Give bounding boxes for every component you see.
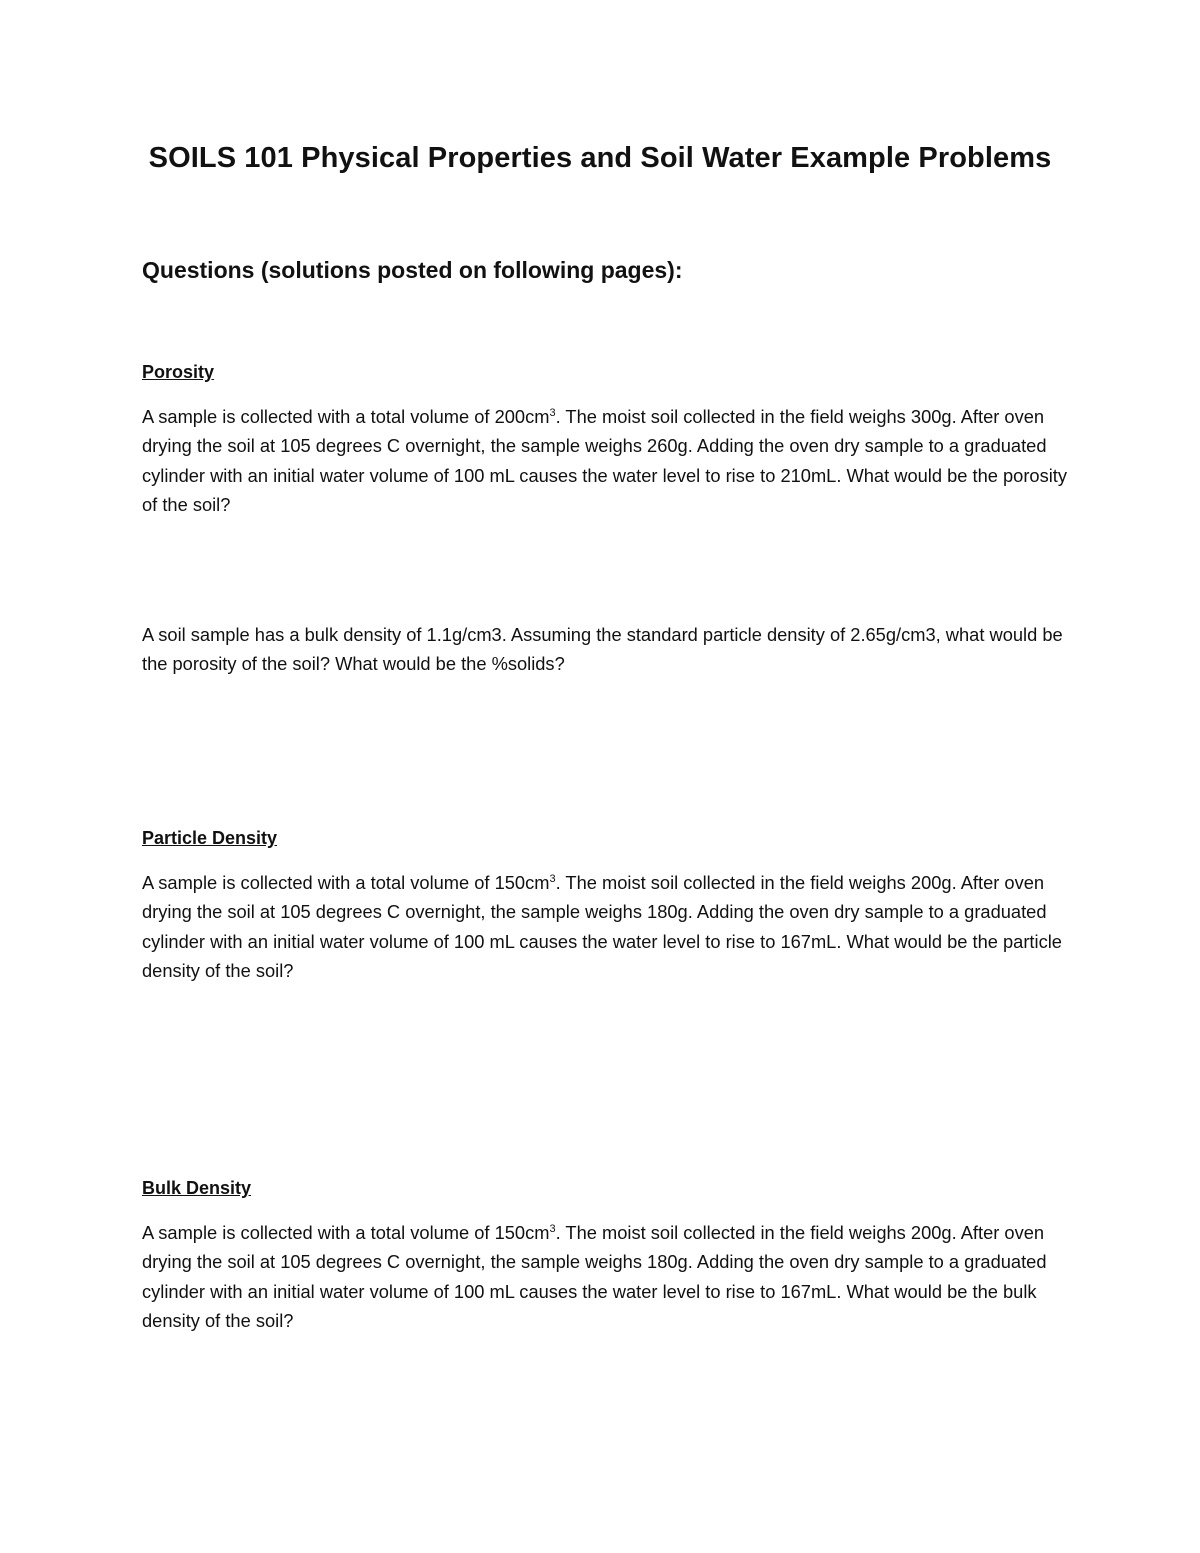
question-text: A sample is collected with a total volume of 150cm [142, 1222, 550, 1243]
question-text: . The moist soil collected in the field weighs 300g. After oven drying the soil at 105 degrees C overnight, the sample weighs 260g. Adding the oven dry sample to a graduated cylinder with an initial water volume of 100 mL causes the water level to rise to 210mL. What would be the porosity of the soil? [142, 406, 1068, 515]
particle-density-question [142, 868, 1072, 985]
question-text: A sample is collected with a total volume of 150cm [142, 872, 550, 893]
superscript: 3 [549, 1222, 556, 1235]
bulk-density-question [142, 1218, 1072, 1335]
porosity-question-1 [142, 402, 1072, 519]
porosity-question-2: A soil sample has a bulk density of 1.1g/cm3. Assuming the standard particle density of 2.65g/cm3, what would be the porosity of the soil? What would be the %solids? [142, 624, 1063, 675]
section-heading-bulk-density: Bulk Density [142, 1178, 252, 1198]
question-text: A sample is collected with a total volume of 200cm [142, 406, 550, 427]
superscript: 3 [549, 872, 556, 885]
question-text: . The moist soil collected in the field weighs 200g. After oven drying the soil at 105 degrees C overnight, the sample weighs 180g. Adding the oven dry sample to a graduated cylinder with an initial water volume of 100 mL causes the water level to rise to 167mL. What would be the particle density of the soil? [142, 872, 1062, 981]
section-heading-porosity: Porosity [142, 362, 215, 382]
section-heading-particle-density: Particle Density [142, 828, 278, 848]
question-text: . The moist soil collected in the field weighs 200g. After oven drying the soil at 105 degrees C overnight, the sample weighs 180g. Adding the oven dry sample to a graduated cylinder with an initial water volume of 100 mL causes the water level to rise to 167mL. What would be the bulk density of the soil? [142, 1222, 1047, 1331]
questions-subtitle: Questions (solutions posted on following pages): [142, 257, 683, 283]
page-title: SOILS 101 Physical Properties and Soil Water Example Problems [148, 142, 1052, 174]
superscript: 3 [549, 406, 556, 419]
